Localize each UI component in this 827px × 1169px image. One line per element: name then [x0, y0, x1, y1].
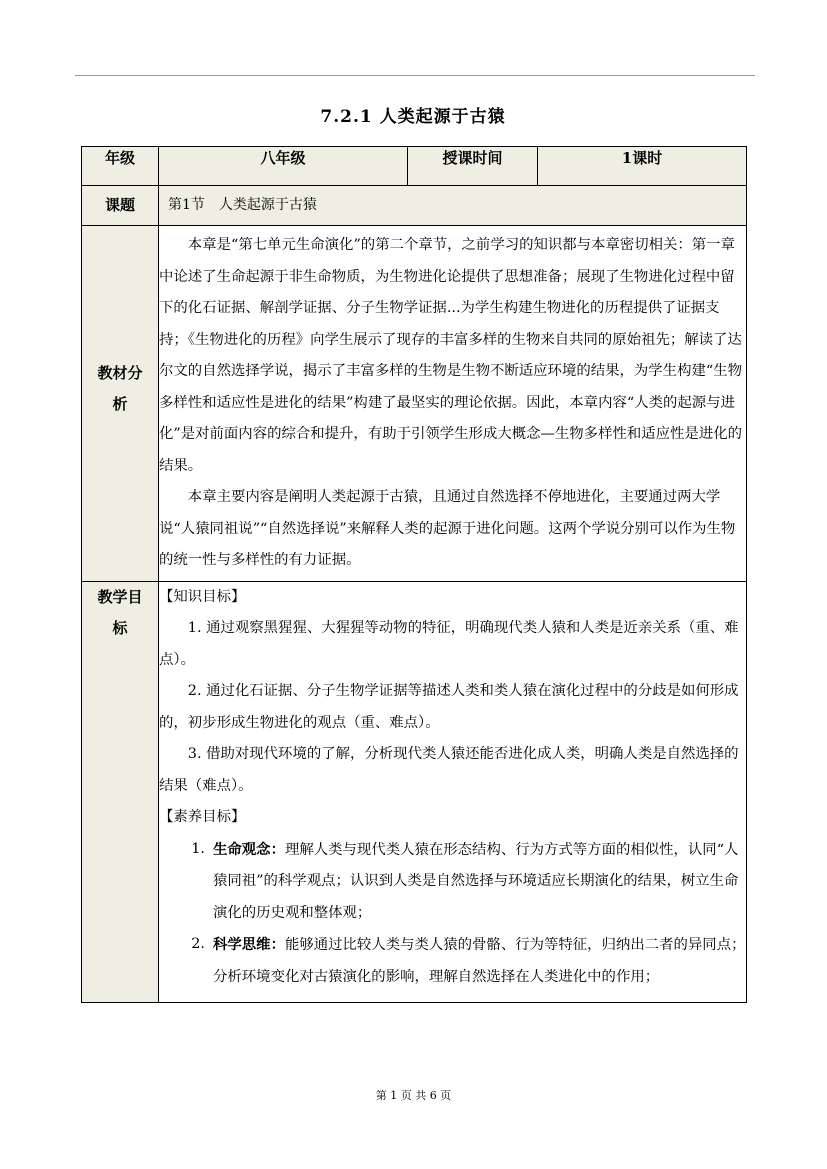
document-title: 7.2.1 人类起源于古猿	[320, 107, 506, 127]
analysis-label-line1: 教材分	[97, 364, 143, 382]
literacy-objective-2-number: 2.	[191, 936, 205, 952]
knowledge-objective-2: 2. 通过化石证据、分子生物学证据等描述人类和类人猿在演化过程中的分歧是如何形成的，初步形成生物进化的观点（重、难点）。	[159, 683, 739, 731]
objectives-row	[82, 581, 747, 1002]
analysis-paragraph-1: 本章是“第七单元生命演化”的第二个章节，之前学习的知识都与本章密切相关：第一章中论述了生命起源于非生命物质，为生物进化论提供了思想准备；展现了生物进化过程中留下的化石证据、解剖学证据、分子生物学证据...为学生构建生物进化的历程提供了证据支持；《生物进化的历程》向学生展示了现存的丰富多样的生物来自共同的原始祖先；解读了达尔文的自然选择学说，揭示了丰富多样的生物是生物不断适应环境的结果，为学生构建“生物多样性和适应性是进化的结果”构建了最坚实的理论依据。因此，本章内容“人类的起源与进化”是对前面内容的综合和提升，有助于引领学生形成大概念—生物多样性和适应性是进化的结果。	[159, 237, 742, 474]
objectives-content	[159, 581, 747, 1002]
literacy-heading: 【素养目标】	[159, 809, 246, 825]
analysis-content	[159, 226, 747, 582]
page-footer: 第 1 页 共 6 页	[375, 1089, 452, 1102]
topic-row	[82, 186, 747, 226]
objectives-label-line2: 标	[112, 618, 128, 637]
analysis-paragraph-2: 本章主要内容是阐明人类起源于古猿，且通过自然选择不停地进化，主要通过两大学说“人猿同祖说”“自然选择说”来解释人类的起源于进化问题。这两个学说分别可以作为生物的统一性与多样性的有力证据。	[159, 489, 736, 568]
literacy-objective-1-title: 生命观念：	[213, 840, 285, 858]
time-value: 1课时	[538, 147, 747, 186]
header-row	[82, 147, 747, 186]
analysis-label	[82, 226, 159, 582]
literacy-objective-1-number: 1.	[191, 840, 205, 857]
time-label: 授课时间	[408, 147, 538, 186]
analysis-label-line2: 析	[112, 395, 128, 413]
literacy-objective-2	[159, 929, 746, 993]
topic-label: 课题	[82, 186, 159, 226]
lesson-plan-table	[81, 146, 747, 1003]
analysis-row	[82, 226, 747, 582]
objectives-label-line1: 教学目	[97, 587, 143, 606]
grade-value: 八年级	[159, 147, 408, 186]
grade-label: 年级	[82, 147, 159, 186]
literacy-objective-2-title: 科学思维：	[213, 936, 285, 953]
knowledge-objective-3: 3. 借助对现代环境的了解，分析现代类人猿还能否进化成人类，明确人类是自然选择的结果（难点）。	[159, 746, 739, 794]
literacy-objective-1-text: 理解人类与现代类人猿在形态结构、行为方式等方面的相似性，认同“人猿同祖”的科学观点；认识到人类是自然选择与环境适应长期演化的结果，树立生命演化的历史观和整体观；	[213, 841, 739, 921]
header-rule	[75, 75, 755, 76]
knowledge-heading: 【知识目标】	[159, 588, 246, 605]
topic-value: 第1节 人类起源于古猿	[159, 186, 747, 226]
literacy-objective-1	[159, 834, 746, 930]
knowledge-objective-1: 1. 通过观察黑猩猩、大猩猩等动物的特征，明确现代类人猿和人类是近亲关系（重、难点）。	[159, 620, 739, 668]
literacy-objective-2-text: 能够通过比较人类与类人猿的骨骼、行为等特征，归纳出二者的异同点；分析环境变化对古猿演化的影响，理解自然选择在人类进化中的作用；	[213, 937, 746, 985]
objectives-label	[82, 581, 159, 1002]
